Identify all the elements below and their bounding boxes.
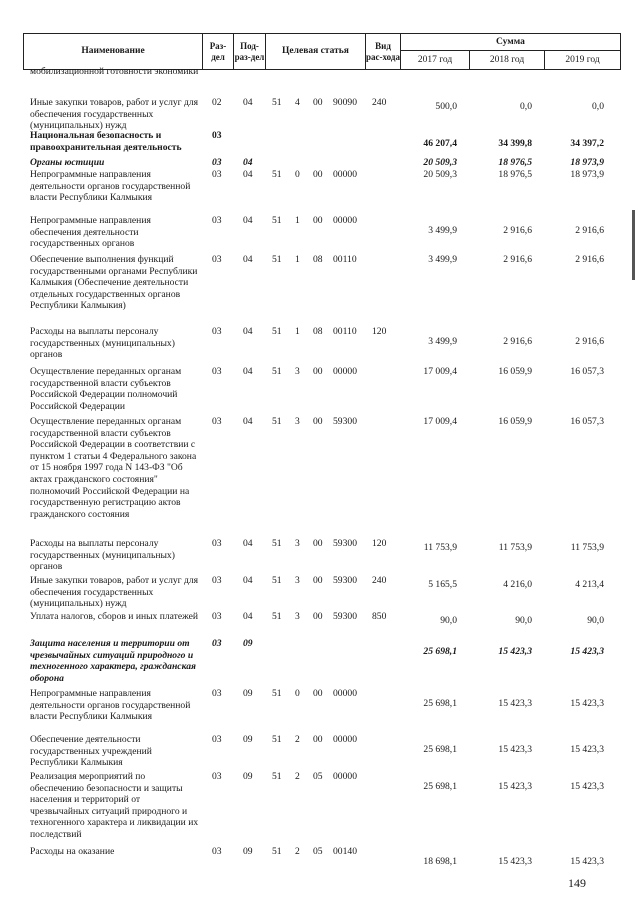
row-c4: 59300 bbox=[333, 575, 357, 586]
row-c1: 51 bbox=[272, 846, 282, 857]
row-c2: 2 bbox=[295, 846, 300, 857]
row-y2: 16 059,9 bbox=[498, 416, 532, 427]
row-pr: 04 bbox=[243, 215, 253, 226]
row-c2: 2 bbox=[295, 734, 300, 745]
row-c4: 90090 bbox=[333, 97, 357, 108]
row-y3: 0,0 bbox=[592, 101, 604, 112]
row-y2: 18 976,5 bbox=[498, 169, 532, 180]
row-pr: 09 bbox=[243, 771, 253, 782]
row-y2: 16 059,9 bbox=[498, 366, 532, 377]
row-c2: 0 bbox=[295, 169, 300, 180]
row-c4: 00140 bbox=[333, 846, 357, 857]
header-2019: 2019 год bbox=[544, 50, 621, 70]
row-y3: 18 973,9 bbox=[570, 169, 604, 180]
row-c3: 00 bbox=[313, 611, 323, 622]
row-vr: 850 bbox=[372, 611, 387, 622]
row-y3: 2 916,6 bbox=[575, 254, 604, 265]
row-y2: 15 423,3 bbox=[498, 698, 532, 709]
row-name: Обеспечение деятельности государственных учреждений Республики Калмыкия bbox=[30, 734, 152, 769]
row-name: Расходы на выплаты персоналу государственных (муниципальных) органов bbox=[30, 538, 175, 573]
row-pr: 09 bbox=[243, 846, 253, 857]
row-name: Защита населения и территории от чрезвычайных ситуаций природного и техногенного характера, гражданская оборона bbox=[30, 638, 196, 684]
header-2018: 2018 год bbox=[469, 50, 545, 70]
row-y1: 25 698,1 bbox=[423, 744, 457, 755]
row-y2: 2 916,6 bbox=[503, 254, 532, 265]
row-c4: 00000 bbox=[333, 734, 357, 745]
row-vr: 120 bbox=[372, 538, 387, 549]
row-name: Непрограммные направления деятельности органов государственной власти Республики Калмыкия bbox=[30, 688, 191, 723]
row-c3: 08 bbox=[313, 254, 323, 265]
row-c2: 1 bbox=[295, 215, 300, 226]
row-c2: 1 bbox=[295, 254, 300, 265]
row-c4: 00110 bbox=[333, 254, 357, 265]
row-c1: 51 bbox=[272, 254, 282, 265]
row-c1: 51 bbox=[272, 366, 282, 377]
row-c1: 51 bbox=[272, 734, 282, 745]
row-pr: 04 bbox=[243, 416, 253, 427]
row-y1: 20 509,3 bbox=[423, 169, 457, 180]
row-c4: 00000 bbox=[333, 771, 357, 782]
row-y2: 15 423,3 bbox=[498, 781, 532, 792]
row-y2: 0,0 bbox=[520, 101, 532, 112]
row-y1: 20 509,3 bbox=[423, 157, 457, 168]
row-y1: 25 698,1 bbox=[423, 646, 457, 657]
row-y2: 18 976,5 bbox=[498, 157, 532, 168]
row-rz: 03 bbox=[212, 254, 222, 265]
row-c1: 51 bbox=[272, 611, 282, 622]
row-name: Осуществление переданных органам государственной власти субъектов Российской Федерации полномочий Российской Федерации bbox=[30, 366, 182, 412]
scan-edge-mark bbox=[632, 210, 635, 280]
row-c2: 3 bbox=[295, 575, 300, 586]
row-c2: 2 bbox=[295, 771, 300, 782]
row-c3: 00 bbox=[313, 416, 323, 427]
row-c2: 1 bbox=[295, 326, 300, 337]
row-c1: 51 bbox=[272, 215, 282, 226]
header-name: Наименование bbox=[23, 33, 203, 70]
row-c2: 3 bbox=[295, 416, 300, 427]
header-summa: Сумма bbox=[400, 33, 621, 51]
row-y2: 90,0 bbox=[515, 615, 532, 626]
page-number: 149 bbox=[568, 876, 586, 890]
row-y3: 34 397,2 bbox=[570, 138, 604, 149]
row-y1: 3 499,9 bbox=[428, 336, 457, 347]
row-y2: 15 423,3 bbox=[498, 646, 532, 657]
row-c1: 51 bbox=[272, 326, 282, 337]
row-c4: 59300 bbox=[333, 538, 357, 549]
row-name: Уплата налогов, сборов и иных платежей bbox=[30, 611, 199, 622]
row-vr: 240 bbox=[372, 97, 387, 108]
row-pr: 09 bbox=[243, 734, 253, 745]
row-c4: 00000 bbox=[333, 688, 357, 699]
row-name: Иные закупки товаров, работ и услуг для обеспечения государственных (муниципальных) нужд bbox=[30, 575, 199, 610]
row-y1: 500,0 bbox=[435, 101, 457, 112]
row-rz: 03 bbox=[212, 575, 222, 586]
row-y3: 4 213,4 bbox=[575, 579, 604, 590]
row-rz: 03 bbox=[212, 611, 222, 622]
row-rz: 03 bbox=[212, 366, 222, 377]
row-c2: 0 bbox=[295, 688, 300, 699]
row-c3: 00 bbox=[313, 366, 323, 377]
row-vr: 120 bbox=[372, 326, 387, 337]
row-c3: 00 bbox=[313, 97, 323, 108]
row-y3: 90,0 bbox=[587, 615, 604, 626]
row-y1: 5 165,5 bbox=[428, 579, 457, 590]
row-c3: 00 bbox=[313, 169, 323, 180]
row-c2: 3 bbox=[295, 366, 300, 377]
row-c1: 51 bbox=[272, 575, 282, 586]
row-rz: 02 bbox=[212, 97, 222, 108]
row-pr: 09 bbox=[243, 688, 253, 699]
row-y2: 34 399,8 bbox=[498, 138, 532, 149]
row-name: мобилизационной готовности экономики bbox=[30, 66, 199, 77]
row-y3: 2 916,6 bbox=[575, 225, 604, 236]
row-y1: 17 009,4 bbox=[423, 416, 457, 427]
row-c4: 59300 bbox=[333, 611, 357, 622]
row-y2: 2 916,6 bbox=[503, 336, 532, 347]
row-y2: 4 216,0 bbox=[503, 579, 532, 590]
row-y1: 11 753,9 bbox=[423, 542, 457, 553]
row-pr: 04 bbox=[243, 366, 253, 377]
row-c4: 59300 bbox=[333, 416, 357, 427]
row-c1: 51 bbox=[272, 688, 282, 699]
row-rz: 03 bbox=[212, 169, 222, 180]
row-name: Расходы на оказание bbox=[30, 846, 115, 857]
row-y1: 90,0 bbox=[440, 615, 457, 626]
header-podrazdel: Под-раз-дел bbox=[233, 33, 266, 70]
row-c1: 51 bbox=[272, 538, 282, 549]
row-rz: 03 bbox=[212, 771, 222, 782]
row-c3: 00 bbox=[313, 538, 323, 549]
row-name: Реализация мероприятий по обеспечению безопасности и защиты населения и территорий от чрезвычайных ситуаций природного и техногенного характера и ликвидации их последствий bbox=[30, 771, 199, 840]
row-y2: 15 423,3 bbox=[498, 856, 532, 867]
row-y2: 15 423,3 bbox=[498, 744, 532, 755]
header-vid: Вид рас-хода bbox=[365, 33, 401, 70]
row-vr: 240 bbox=[372, 575, 387, 586]
row-rz: 03 bbox=[212, 688, 222, 699]
header-razdel: Раз-дел bbox=[202, 33, 234, 70]
row-name: Непрограммные направления деятельности органов государственной власти Республики Калмыкия bbox=[30, 169, 191, 204]
row-y1: 25 698,1 bbox=[423, 698, 457, 709]
row-c2: 4 bbox=[295, 97, 300, 108]
row-y1: 3 499,9 bbox=[428, 254, 457, 265]
row-c4: 00000 bbox=[333, 366, 357, 377]
row-y1: 25 698,1 bbox=[423, 781, 457, 792]
row-pr: 04 bbox=[243, 326, 253, 337]
row-c3: 00 bbox=[313, 734, 323, 745]
row-name: Национальная безопасность и правоохранительная деятельность bbox=[30, 130, 182, 153]
row-c1: 51 bbox=[272, 169, 282, 180]
row-c3: 05 bbox=[313, 771, 323, 782]
row-c3: 00 bbox=[313, 688, 323, 699]
row-rz: 03 bbox=[212, 416, 222, 427]
header-2017: 2017 год bbox=[400, 50, 470, 70]
row-y1: 46 207,4 bbox=[423, 138, 457, 149]
row-rz: 03 bbox=[212, 638, 222, 649]
header-celevaya: Целевая статья bbox=[265, 33, 366, 70]
row-name: Органы юстиции bbox=[30, 157, 105, 168]
row-y1: 3 499,9 bbox=[428, 225, 457, 236]
row-c4: 00110 bbox=[333, 326, 357, 337]
row-c3: 00 bbox=[313, 215, 323, 226]
row-y3: 15 423,3 bbox=[570, 781, 604, 792]
row-name: Обеспечение выполнения функций государственными органами Республики Калмыкия (Обеспечение деятельности отдельных государственных органов Республики Калмыкия) bbox=[30, 254, 198, 312]
row-rz: 03 bbox=[212, 215, 222, 226]
row-pr: 04 bbox=[243, 538, 253, 549]
row-c3: 08 bbox=[313, 326, 323, 337]
row-y3: 2 916,6 bbox=[575, 336, 604, 347]
row-y3: 16 057,3 bbox=[570, 366, 604, 377]
row-pr: 04 bbox=[243, 169, 253, 180]
row-rz: 03 bbox=[212, 326, 222, 337]
row-y1: 18 698,1 bbox=[423, 856, 457, 867]
row-c1: 51 bbox=[272, 771, 282, 782]
row-name: Иные закупки товаров, работ и услуг для обеспечения государственных (муниципальных) нужд bbox=[30, 97, 199, 132]
row-pr: 04 bbox=[243, 611, 253, 622]
row-rz: 03 bbox=[212, 734, 222, 745]
row-pr: 04 bbox=[243, 97, 253, 108]
row-y2: 2 916,6 bbox=[503, 225, 532, 236]
row-c1: 51 bbox=[272, 97, 282, 108]
row-pr: 04 bbox=[243, 254, 253, 265]
row-c4: 00000 bbox=[333, 215, 357, 226]
row-rz: 03 bbox=[212, 538, 222, 549]
row-c3: 00 bbox=[313, 575, 323, 586]
row-c2: 3 bbox=[295, 611, 300, 622]
row-name: Непрограммные направления обеспечения деятельности государственных органов bbox=[30, 215, 151, 250]
row-y1: 17 009,4 bbox=[423, 366, 457, 377]
row-name: Расходы на выплаты персоналу государственных (муниципальных) органов bbox=[30, 326, 175, 361]
row-c4: 00000 bbox=[333, 169, 357, 180]
row-y2: 11 753,9 bbox=[498, 542, 532, 553]
row-y3: 15 423,3 bbox=[570, 856, 604, 867]
row-y3: 15 423,3 bbox=[570, 646, 604, 657]
row-c3: 05 bbox=[313, 846, 323, 857]
row-pr: 09 bbox=[243, 638, 253, 649]
row-c1: 51 bbox=[272, 416, 282, 427]
row-rz: 03 bbox=[212, 157, 222, 168]
row-rz: 03 bbox=[212, 846, 222, 857]
row-pr: 04 bbox=[243, 575, 253, 586]
row-y3: 15 423,3 bbox=[570, 698, 604, 709]
row-y3: 15 423,3 bbox=[570, 744, 604, 755]
row-name: Осуществление переданных органам государственной власти субъектов Российской Федерации в соответствии с пунктом 1 статьи 4 Федерального закона от 15 ноября 1997 года N 143-ФЗ "Об актах гражданского состояния" полномочий Российской Федерации на государственную регистрацию актов гражданского состояния bbox=[30, 416, 197, 520]
row-c2: 3 bbox=[295, 538, 300, 549]
row-y3: 11 753,9 bbox=[570, 542, 604, 553]
row-rz: 03 bbox=[212, 130, 222, 141]
row-pr: 04 bbox=[243, 157, 253, 168]
row-y3: 18 973,9 bbox=[570, 157, 604, 168]
row-y3: 16 057,3 bbox=[570, 416, 604, 427]
